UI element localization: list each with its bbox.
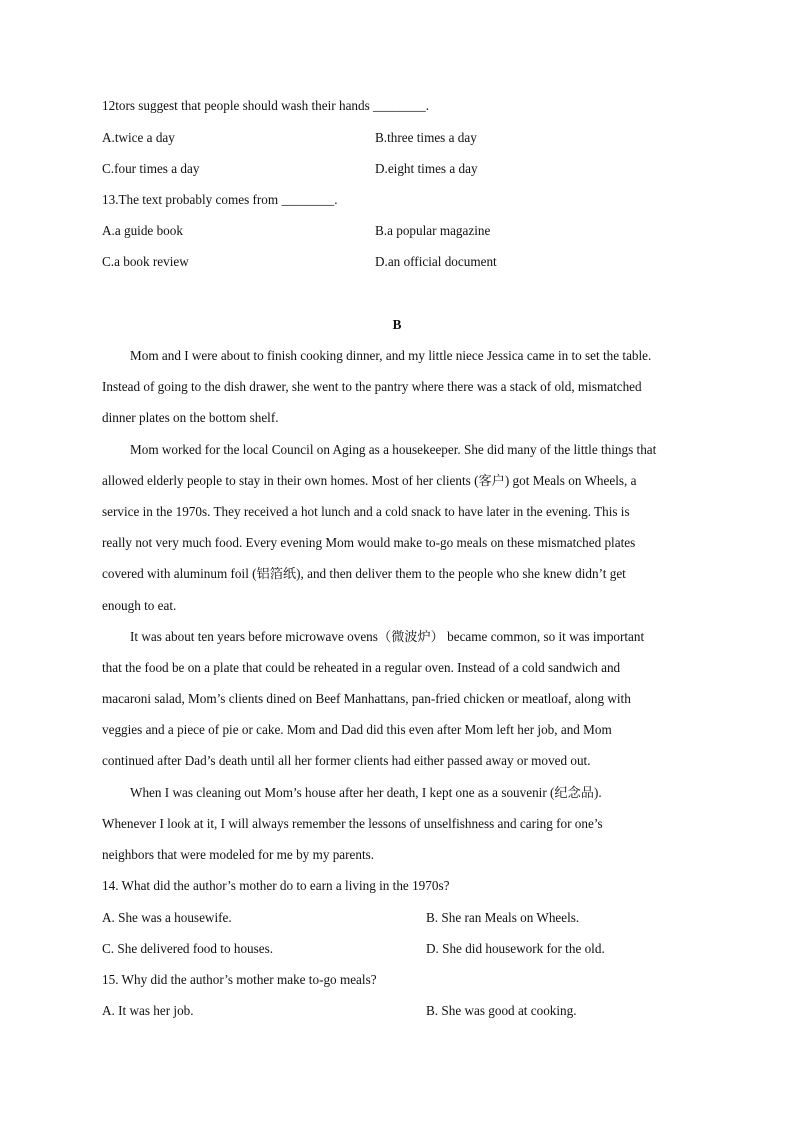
passage-line: Whenever I look at it, I will always remember the lessons of unselfishness and caring for one’s: [102, 816, 603, 831]
passage-line: allowed elderly people to stay in their own homes. Most of her clients (客户) got Meals on Wheels, a: [102, 473, 637, 488]
question-13-stem: 13.The text probably comes from ________.: [102, 192, 338, 207]
passage-line: dinner plates on the bottom shelf.: [102, 410, 279, 425]
passage-line: When I was cleaning out Mom’s house after her death, I kept one as a souvenir (纪念品).: [130, 785, 602, 800]
section-b-heading: B: [392, 317, 402, 332]
question-12-stem: 12tors suggest that people should wash their hands ________.: [102, 98, 430, 113]
question-15-stem: 15. Why did the author’s mother make to-go meals?: [102, 972, 377, 987]
question-14-option-d: D. She did housework for the old.: [426, 941, 605, 956]
passage-line: veggies and a piece of pie or cake. Mom and Dad did this even after Mom left her job, and Mom: [102, 722, 612, 737]
passage-line: service in the 1970s. They received a hot lunch and a cold snack to have later in the evening. This is: [102, 504, 630, 519]
question-13-option-b: B.a popular magazine: [375, 223, 491, 238]
passage-line: really not very much food. Every evening Mom would make to-go meals on these mismatched plates: [102, 535, 636, 550]
passage-line: Mom worked for the local Council on Aging as a housekeeper. She did many of the little things that: [130, 442, 657, 457]
passage-line: continued after Dad’s death until all her former clients had either passed away or moved out.: [102, 753, 591, 768]
question-12-option-b: B.three times a day: [375, 130, 477, 145]
question-13-option-c: C.a book review: [102, 254, 189, 269]
passage-line: covered with aluminum foil (铝箔纸), and then deliver them to the people who she knew didn’t get: [102, 566, 626, 581]
passage-line: neighbors that were modeled for me by my parents.: [102, 847, 375, 862]
question-12-option-c: C.four times a day: [102, 161, 200, 176]
passage-line: that the food be on a plate that could be reheated in a regular oven. Instead of a cold sandwich and: [102, 660, 621, 675]
passage-line: It was about ten years before microwave ovens（微波炉） became common, so it was important: [130, 629, 645, 644]
passage-line: Mom and I were about to finish cooking dinner, and my little niece Jessica came in to set the table.: [130, 348, 652, 363]
question-13-option-d: D.an official document: [375, 254, 497, 269]
question-13-option-a: A.a guide book: [102, 223, 183, 238]
question-12-option-a: A.twice a day: [102, 130, 175, 145]
question-12-option-d: D.eight times a day: [375, 161, 478, 176]
passage-line: enough to eat.: [102, 598, 177, 613]
passage-line: Instead of going to the dish drawer, she went to the pantry where there was a stack of old, mismatched: [102, 379, 642, 394]
passage-line: macaroni salad, Mom’s clients dined on Beef Manhattans, pan-fried chicken or meatloaf, along with: [102, 691, 631, 706]
question-14-stem: 14. What did the author’s mother do to earn a living in the 1970s?: [102, 878, 450, 893]
question-14-option-b: B. She ran Meals on Wheels.: [426, 910, 580, 925]
question-15-option-a: A. It was her job.: [102, 1003, 194, 1018]
question-14-option-c: C. She delivered food to houses.: [102, 941, 274, 956]
question-15-option-b: B. She was good at cooking.: [426, 1003, 577, 1018]
question-14-option-a: A. She was a housewife.: [102, 910, 232, 925]
